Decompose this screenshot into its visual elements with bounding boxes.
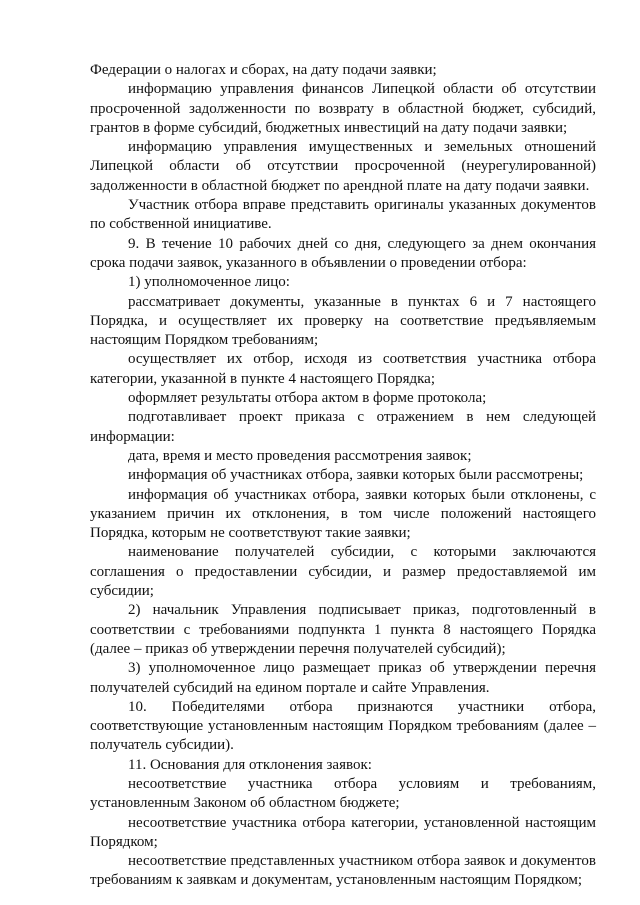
document-paragraph: несоответствие представленных участником отбора заявок и документов требованиям к заявкам и документам, установленным настоящим Порядком; bbox=[90, 853, 596, 889]
document-paragraph: информацию управления финансов Липецкой области об отсутствии просроченной задолженности по возврату в областной бюджет, субсидий, грантов в форме субсидий, бюджетных инвестиций на дату подачи заявки; bbox=[90, 81, 596, 136]
document-paragraph: информацию управления имущественных и земельных отношений Липецкой области об отсутствии просроченной (неурегулированной) задолженности в областной бюджет по арендной плате на дату подачи заявки. bbox=[90, 139, 596, 194]
document-paragraph: информация об участниках отбора, заявки которых были рассмотрены; bbox=[128, 467, 584, 484]
document-paragraph: дата, время и место проведения рассмотрения заявок; bbox=[128, 447, 472, 464]
document-paragraph: рассматривает документы, указанные в пунктах 6 и 7 настоящего Порядка, и осуществляет их проверку на соответствие предъявляемым настоящим Порядком требованиям; bbox=[90, 293, 596, 349]
document-paragraph: наименование получателей субсидии, с которыми заключаются соглашения о предоставлении субсидии, и размер предоставляемой им субсидии; bbox=[90, 544, 596, 600]
document-paragraph: несоответствие участника отбора условиям и требованиям, установленным Законом об областном бюджете; bbox=[90, 775, 596, 812]
document-paragraph: 10. Победителями отбора признаются участники отбора, соответствующие установленным настоящим Порядком требованиям (далее – получатель субсидии). bbox=[90, 698, 596, 754]
document-paragraph: несоответствие участника отбора категории, установленной настоящим Порядком; bbox=[90, 814, 596, 850]
document-paragraph: Федерации о налогах и сборах, на дату подачи заявки; bbox=[90, 62, 437, 78]
document-paragraph: 11. Основания для отклонения заявок: bbox=[128, 756, 372, 773]
document-paragraph: 3) уполномоченное лицо размещает приказ об утверждении перечня получателей субсидий на едином портале и сайте Управления. bbox=[90, 660, 596, 696]
document-paragraph: подготавливает проект приказа с отражением в нем следующей информации: bbox=[90, 409, 596, 445]
document-paragraph: 1) уполномоченное лицо: bbox=[128, 274, 290, 291]
document-paragraph: информация об участниках отбора, заявки которых были отклонены, с указанием причин их отклонения, в том числе положений настоящего Порядка, которым не соответствуют такие заявки; bbox=[90, 486, 596, 542]
document-paragraph: 2) начальник Управления подписывает приказ, подготовленный в соответствии с требованиями подпункта 1 пункта 8 настоящего Порядка (далее – приказ об утверждении перечня получателей субсидий); bbox=[90, 602, 596, 657]
document-body bbox=[90, 61, 596, 891]
document-paragraph: 9. В течение 10 рабочих дней со дня, следующего за днем окончания срока подачи заявок, указанного в объявлении о проведении отбора: bbox=[90, 235, 596, 271]
document-paragraph: осуществляет их отбор, исходя из соответствия участника отбора категории, указанной в пункте 4 настоящего Порядка; bbox=[90, 351, 596, 387]
document-paragraph: оформляет результаты отбора актом в форме протокола; bbox=[128, 390, 487, 407]
document-paragraph: Участник отбора вправе представить оригиналы указанных документов по собственной инициативе. bbox=[90, 197, 596, 233]
